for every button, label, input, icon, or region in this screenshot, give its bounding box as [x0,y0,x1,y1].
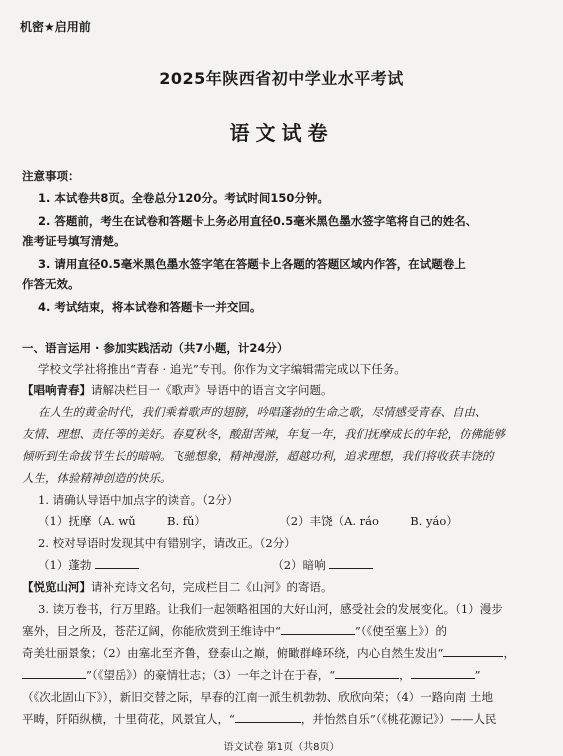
page-footer: 语文试卷 第1页（共8页） [223,742,340,753]
q3-text-2b: ”（《使至塞上》）的 [354,624,448,638]
q3-text-4b: ， [399,668,411,682]
section-intro: 学校文学社将推出“青春 · 追光”专刊。你作为文字编辑需完成以下任务。 [38,362,406,376]
overflow-text-2: 人民 [473,712,497,726]
task-2-line [22,579,563,595]
q1-option-2-b: B. yáo） [410,514,458,528]
q3-text-3b: ， [503,646,515,660]
notice-item-3a: 3. 请用直径0.5毫米黑色墨水签字笔在答题卡上各题的答题区域内作答，在试题卷上 [38,257,466,271]
handwritten-line-3: 倾听到生命拔节生长的暗响。飞驰想象，精神漫游，超越功利，追求理想，我们将收获丰饶的 [22,449,494,463]
q3-blank-6[interactable] [235,711,301,723]
notice-item-3b: 作答无效。 [22,277,80,291]
q1-option-1-b: B. fǔ） [167,514,206,528]
notice-item-4: 4. 考试结束，将本试卷和答题卡一并交回。 [38,300,262,314]
question-2-items [38,557,563,573]
q2-item-2: （2）暗响 [272,558,326,572]
q3-text-3a: 奇美壮丽景象；（2）由塞北至齐鲁，登泰山之巅，俯瞰群峰环绕，内心自然生发出“ [22,646,444,660]
question-3-line-1: 3. 读万卷书，行万里路。让我们一起领略祖国的大好山河，感受社会的发展变化。（1）漫步 [38,602,503,616]
handwritten-line-2: 友情、理想、责任等的美好。春夏秋冬，酸甜苦辣，年复一年，我们抚摩成长的年轮，仿佛能够 [22,427,505,441]
q3-text-2a: 塞外，目之所及，苍茫辽阔，你能欣赏到王维诗中“ [22,624,281,638]
task-1-line [22,382,563,398]
column-tag-1: 【唱响青春】 [22,383,91,397]
paper-title: 语文试卷 [229,121,334,145]
question-3-line-2 [22,623,563,639]
question-3-line-6 [22,711,563,727]
exam-title: 2025年陕西省初中学业水平考试 [159,69,404,88]
q3-blank-4[interactable] [335,667,399,679]
question-3-line-5 [22,689,563,705]
notice-item-2b: 准考证号填写清楚。 [22,234,126,248]
q1-option-1-a: （1）抚摩（A. wǔ [38,514,136,528]
question-3-line-4 [22,667,563,683]
q3-blank-2[interactable] [443,645,503,657]
q2-blank-2[interactable] [329,557,373,569]
notice-item-1: 1. 本试卷共8页。全卷总分120分。考试时间150分钟。 [38,191,329,205]
secret-mark: 机密★启用前 [20,20,91,34]
handwritten-line-4: 人生，体验精神创造的快乐。 [22,471,172,485]
q3-text-6a: 平畴，阡陌纵横，十里荷花，风景宜人，“ [22,712,235,726]
section-heading: 一、语言运用 · 参加实践活动（共7小题，计24分） [22,341,289,355]
q2-blank-1[interactable] [95,557,139,569]
q3-text-4a: ”（《望岳》）的豪情壮志；（3）一年之计在于春，“ [86,668,336,682]
column-tag-2: 【悦览山河】 [22,580,91,594]
q3-text-6b: ，并怡然自乐”（《桃花源记》）—— [300,712,474,726]
task-2-text: 请补充诗文名句，完成栏目二《山河》的寄语。 [91,580,333,594]
q3-blank-1[interactable] [281,623,355,635]
overflow-text-1: 土地 [469,690,493,704]
question-1: 1. 请确认导语中加点字的读音。（2分） [38,493,239,507]
q3-text-5a: （《次北固山下》），新旧交替之际，早春的江南一派生机勃勃、欣欣向荣；（4）一路向南 [22,690,467,704]
notice-item-2a: 2. 答题前，考生在试卷和答题卡上务必用直径0.5毫米黑色墨水签字笔将自己的姓名、 [38,214,478,228]
notice-heading: 注意事项： [22,169,80,183]
q3-blank-5[interactable] [411,667,475,679]
q3-text-4c: ” [474,668,481,682]
question-1-options [38,513,563,529]
question-3-line-3 [22,645,563,661]
q1-option-2-a: （2）丰饶（A. ráo [279,514,379,528]
handwritten-line-1: 在人生的黄金时代，我们乘着歌声的翅膀，吟唱蓬勃的生命之歌，尽情感受青春、自由、 [38,405,487,419]
task-1-text: 请解决栏目一《歌声》导语中的语言文字问题。 [91,383,333,397]
question-2: 2. 校对导语时发现其中有错别字，请改正。（2分） [38,536,296,550]
q2-item-1: （1）蓬勃 [38,558,92,572]
q3-blank-3[interactable] [22,667,86,679]
